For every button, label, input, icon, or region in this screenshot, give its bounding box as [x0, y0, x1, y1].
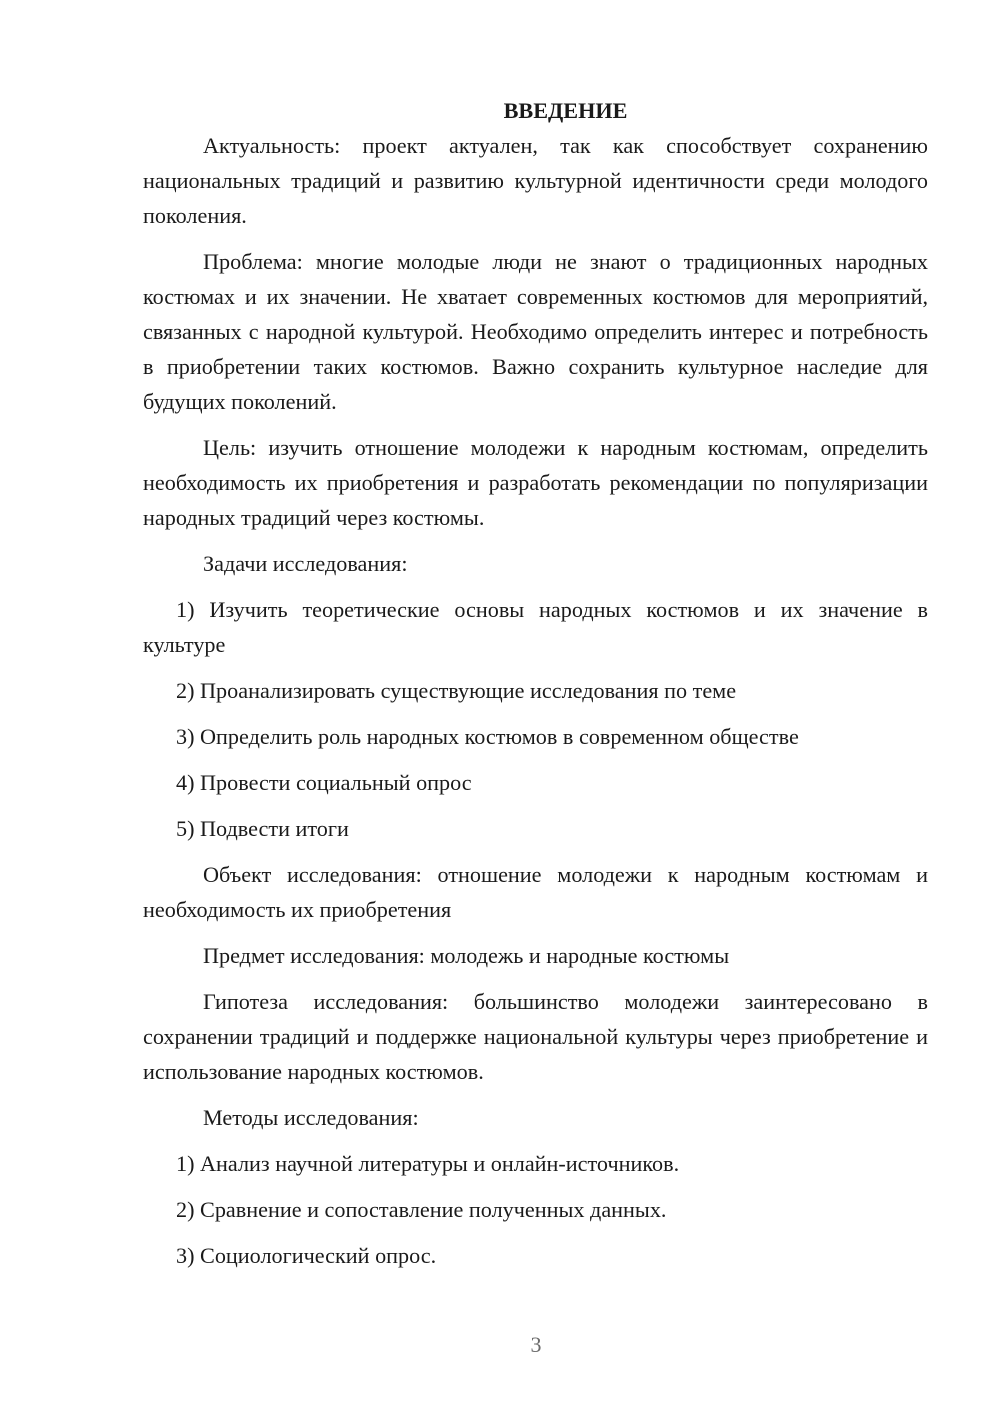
paragraph-gap — [143, 1089, 928, 1100]
problem-paragraph: Проблема: многие молодые люди не знают о традиционных народных костюмах и их значении. Не хватает современных костюмов для мероприятий, связанных с народной культурой. Необходимо определить интерес и потребность в приобретении таких костюмов. Важно сохранить культурное наследие для будущих поколений. — [143, 249, 928, 414]
paragraph-gap — [143, 1181, 928, 1192]
paragraph-gap — [143, 708, 928, 719]
actuality-paragraph: Актуальность: проект актуален, так как способствует сохранению национальных традиций и развитию культурной идентичности среди молодого поколения. — [143, 133, 928, 228]
paragraph-gap — [143, 800, 928, 811]
task-item-5: 5) Подвести итоги — [176, 816, 349, 841]
paragraph-gap — [143, 927, 928, 938]
paragraph-gap — [143, 1227, 928, 1238]
paragraph-gap — [143, 535, 928, 546]
page-number: 3 — [530, 1332, 542, 1357]
paragraph-gap — [143, 581, 928, 592]
paragraph-gap — [143, 233, 928, 244]
paragraph-gap — [143, 1135, 928, 1146]
method-item-3: 3) Социологический опрос. — [176, 1243, 437, 1268]
hypothesis-paragraph: Гипотеза исследования: большинство молодежи заинтересовано в сохранении традиций и поддержке национальной культуры через приобретение и использование народных костюмов. — [143, 989, 928, 1084]
task-item-1: 1) Изучить теоретические основы народных костюмов и их значение в культуре — [143, 597, 928, 657]
method-item-2: 2) Сравнение и сопоставление полученных данных. — [176, 1197, 667, 1222]
paragraph-gap — [143, 419, 928, 430]
paragraph-gap — [143, 846, 928, 857]
task-item-4: 4) Провести социальный опрос — [176, 770, 472, 795]
tasks-heading: Задачи исследования: — [203, 551, 408, 576]
method-item-1: 1) Анализ научной литературы и онлайн-источников. — [176, 1151, 680, 1176]
methods-heading: Методы исследования: — [203, 1105, 419, 1130]
object-paragraph: Объект исследования: отношение молодежи к народным костюмам и необходимость их приобретения — [143, 862, 928, 922]
document-title: ВВЕДЕНИЕ — [503, 98, 628, 123]
task-item-3: 3) Определить роль народных костюмов в современном обществе — [176, 724, 799, 749]
subject-paragraph: Предмет исследования: молодежь и народные костюмы — [203, 943, 730, 968]
document-page — [143, 93, 928, 1273]
paragraph-gap — [143, 973, 928, 984]
paragraph-gap — [143, 754, 928, 765]
paragraph-gap — [143, 662, 928, 673]
task-item-2: 2) Проанализировать существующие исследования по теме — [176, 678, 737, 703]
goal-paragraph: Цель: изучить отношение молодежи к народным костюмам, определить необходимость их приобретения и разработать рекомендации по популяризации народных традиций через костюмы. — [143, 435, 928, 530]
